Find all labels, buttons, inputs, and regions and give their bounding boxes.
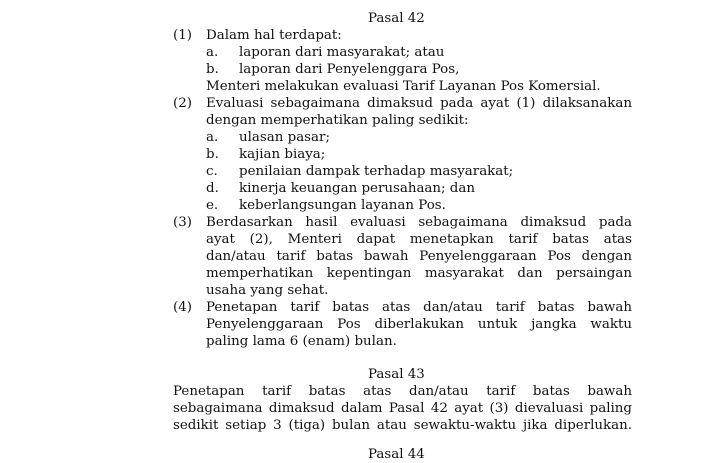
ayat-2-item-text: kajian biaya; <box>239 147 326 162</box>
ayat-4-line: Penetapan tarif batas atas dan/atau tarif batas bawah <box>206 300 632 315</box>
ayat-4-line: paling lama 6 (enam) bulan. <box>206 334 397 349</box>
ayat-1-item-text: laporan dari masyarakat; atau <box>239 45 445 60</box>
pasal-43-title: Pasal 43 <box>368 367 425 382</box>
ayat-4-number: (4) <box>173 300 192 315</box>
pasal-42-title: Pasal 42 <box>368 11 425 26</box>
ayat-2-item-letter: a. <box>206 130 219 145</box>
ayat-2-item-text: keberlangsungan layanan Pos. <box>239 198 446 213</box>
ayat-2-item-text: penilaian dampak terhadap masyarakat; <box>239 164 514 179</box>
ayat-3-line: Berdasarkan hasil evaluasi sebagaimana dimaksud pada <box>206 215 632 230</box>
ayat-2-item-text: kinerja keuangan perusahaan; dan <box>239 181 475 196</box>
ayat-3-line: ayat (2), Menteri dapat menetapkan tarif batas atas <box>206 232 632 247</box>
ayat-2-line: dengan memperhatikan paling sedikit: <box>206 113 469 128</box>
ayat-2-number: (2) <box>173 96 192 111</box>
ayat-2-line: Evaluasi sebagaimana dimaksud pada ayat (1) dilaksanakan <box>206 96 632 111</box>
pasal-44-title: Pasal 44 <box>368 447 425 462</box>
ayat-3-number: (3) <box>173 215 192 230</box>
ayat-3-line: usaha yang sehat. <box>206 283 329 298</box>
ayat-1-closing: Menteri melakukan evaluasi Tarif Layanan Pos Komersial. <box>206 79 601 94</box>
ayat-4-line: Penyelenggaraan Pos diberlakukan untuk jangka waktu <box>206 317 632 332</box>
pasal-43-line: sebagaimana dimaksud dalam Pasal 42 ayat (3) dievaluasi paling <box>173 401 632 416</box>
ayat-2-item-letter: b. <box>206 147 219 162</box>
ayat-3-line: dan/atau tarif batas bawah Penyelenggaraan Pos dengan <box>206 249 632 264</box>
ayat-1-item-letter: b. <box>206 62 219 77</box>
ayat-2-item-letter: d. <box>206 181 219 196</box>
pasal-43-line: Penetapan tarif batas atas dan/atau tarif batas bawah <box>173 384 632 399</box>
ayat-1-item-text: laporan dari Penyelenggara Pos, <box>239 62 460 77</box>
ayat-2-item-letter: e. <box>206 198 219 213</box>
ayat-1-number: (1) <box>173 28 192 43</box>
ayat-1-intro: Dalam hal terdapat: <box>206 28 342 43</box>
ayat-1-item-letter: a. <box>206 45 219 60</box>
ayat-2-item-letter: c. <box>206 164 218 179</box>
ayat-2-item-text: ulasan pasar; <box>239 130 330 145</box>
pasal-43-line: sedikit setiap 3 (tiga) bulan atau sewaktu-waktu jika diperlukan. <box>173 418 632 433</box>
ayat-3-line: memperhatikan kepentingan masyarakat dan persaingan <box>206 266 632 281</box>
